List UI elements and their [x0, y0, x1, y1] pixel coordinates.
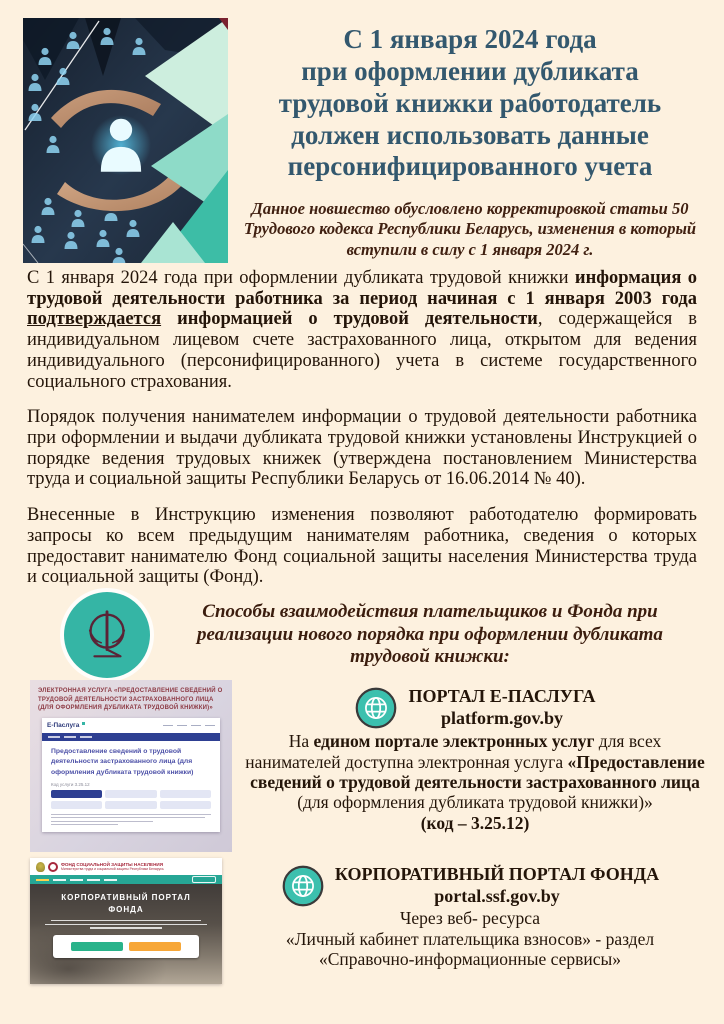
p1-regular: , содержащейся в индивидуальном лицевом счете застрахованного лица, открытом для ведения индивидуального (персонифицированного) учета в системе государственного социального страхования.	[27, 309, 697, 392]
epasluga-site-mock	[42, 718, 220, 832]
org-subname: Министерства труда и социальной защиты Республики Беларусь	[61, 867, 164, 872]
hero-section	[0, 0, 724, 263]
portal-epasluga-info	[240, 680, 710, 833]
epasluga-screenshot	[30, 680, 232, 852]
desc-regular: (для оформления дубликата трудовой книжки)»	[297, 792, 653, 813]
teal-button-placeholder	[71, 942, 123, 951]
p1-bold: информацией о трудовой деятельности	[161, 309, 538, 330]
p1-bold: информация о трудовой деятельности работника за период начиная с 1 января 2003 года	[27, 268, 697, 309]
orange-button-placeholder	[129, 942, 181, 951]
protecting-hands-photo-illustration	[23, 18, 228, 263]
hero-buttons-card	[53, 935, 199, 958]
body-text	[0, 268, 724, 588]
site-menubar-placeholder	[42, 733, 220, 741]
hero-photo	[23, 18, 228, 263]
title-line: С 1 января 2024 года	[343, 24, 597, 54]
paragraph-3: Внесенные в Инструкцию изменения позволяют работодателю формировать запросы ко всем предыдущим нанимателям работника, сведения о которых предоставит нанимателю Фонд социальной защиты населения Министерства труда и социальной защиты (Фонд).	[27, 505, 697, 588]
portal-access-line: Через веб- ресурса	[400, 908, 540, 929]
ways-section-title: Способы взаимодействия плательщиков и Фонда при реализации нового порядка при оформлении дубликата трудовой книжки:	[197, 601, 663, 668]
title-line: персонифицированного учета	[287, 151, 653, 182]
service-heading: Предоставление сведений о трудовой деятельности застрахованного лица (для оформления дубликата трудовой книжки)	[51, 748, 194, 776]
site-nav-placeholder	[163, 725, 215, 727]
service-code: Код услуги 3.25.12	[51, 781, 90, 787]
portal-name: ПОРТАЛ Е-ПАСЛУГА	[408, 686, 596, 707]
desc-regular: для всех нанимателей доступна электронная услуга	[245, 731, 662, 772]
service-code-line: (код – 3.25.12)	[420, 812, 530, 833]
paragraph-2: Порядок получения нанимателем информации о трудовой деятельности работника при оформлении и выдачи дубликата трудовой книжки установлены Инструкцией о порядке ведения трудовых книжек (утверждена постановлением Министерства труда и социальной защиты Республики Беларусь от 16.06.2014 № 40).	[27, 407, 697, 490]
service-tabs-placeholder	[51, 790, 211, 809]
state-emblem-icon	[36, 862, 45, 872]
portal-access-line: «Справочно-информационные сервисы»	[318, 949, 622, 969]
portal-hero-title: ФОНДА	[108, 905, 144, 915]
title-line: должен использовать данные	[291, 119, 649, 150]
fund-round-logo-icon	[48, 862, 58, 872]
social-protection-fund-icon	[78, 606, 136, 664]
portal-hero-title: КОРПОРАТИВНЫЙ ПОРТАЛ	[61, 893, 191, 903]
site-text-placeholder	[51, 814, 211, 826]
title-line: трудовой книжки работодатель	[278, 87, 662, 118]
portal-epasluga-row	[0, 680, 724, 852]
desc-regular: На	[288, 731, 314, 752]
portal-corporate-info	[230, 858, 710, 969]
org-name: ФОНД СОЦИАЛЬНОЙ ЗАЩИТЫ НАСЕЛЕНИЯ	[61, 861, 164, 867]
portal-url: platform.gov.by	[440, 708, 563, 729]
login-button-placeholder	[192, 876, 216, 883]
portal-description	[240, 731, 710, 813]
page-title	[234, 24, 706, 183]
portal-corporate-row	[0, 858, 724, 984]
epasluga-logo: Е-Паслуга	[47, 722, 80, 730]
portal-url: portal.ssf.gov.by	[434, 886, 560, 907]
corporate-portal-screenshot	[30, 858, 222, 984]
portal-name: КОРПОРАТИВНЫЙ ПОРТАЛ ФОНДА	[334, 864, 660, 885]
title-line: при оформлении дубликата	[301, 55, 639, 86]
desc-bold: едином портале электронных услуг	[313, 731, 595, 752]
globe-icon	[354, 686, 398, 730]
ways-section-header	[0, 588, 724, 678]
desc-bold: «Предоставление сведений о трудовой деятельности застрахованного лица	[250, 751, 705, 792]
portal-access-line: «Личный кабинет плательщика взносов» - раздел	[285, 928, 655, 949]
portal-hero-mock	[30, 884, 222, 984]
paragraph-1	[27, 268, 697, 392]
subtitle: Данное новшество обусловлено корректировкой статьи 50 Трудового кодекса Республики Беларусь, изменения в который вступили в силу с 1 января 2024 г.	[243, 199, 697, 259]
fund-logo-circle	[64, 592, 150, 678]
logo-dot-icon	[82, 722, 85, 725]
site-menu-placeholder	[30, 875, 222, 884]
screenshot-caption: ЭЛЕКТРОННАЯ УСЛУГА «ПРЕДОСТАВЛЕНИЕ СВЕДЕНИЙ О ТРУДОВОЙ ДЕЯТЕЛЬНОСТИ ЗАСТРАХОВАННОГО ЛИЦА (ДЛЯ ОФОРМЛЕНИЯ ДУБЛИКАТА ТРУДОВОЙ КНИЖКИ)»	[38, 688, 223, 712]
p1-regular: С 1 января 2024 года при оформлении дубликата трудовой книжки	[27, 268, 575, 288]
p1-bold-underline: подтверждается	[27, 309, 162, 330]
hero-text-placeholder	[30, 920, 222, 929]
globe-icon	[281, 864, 325, 908]
